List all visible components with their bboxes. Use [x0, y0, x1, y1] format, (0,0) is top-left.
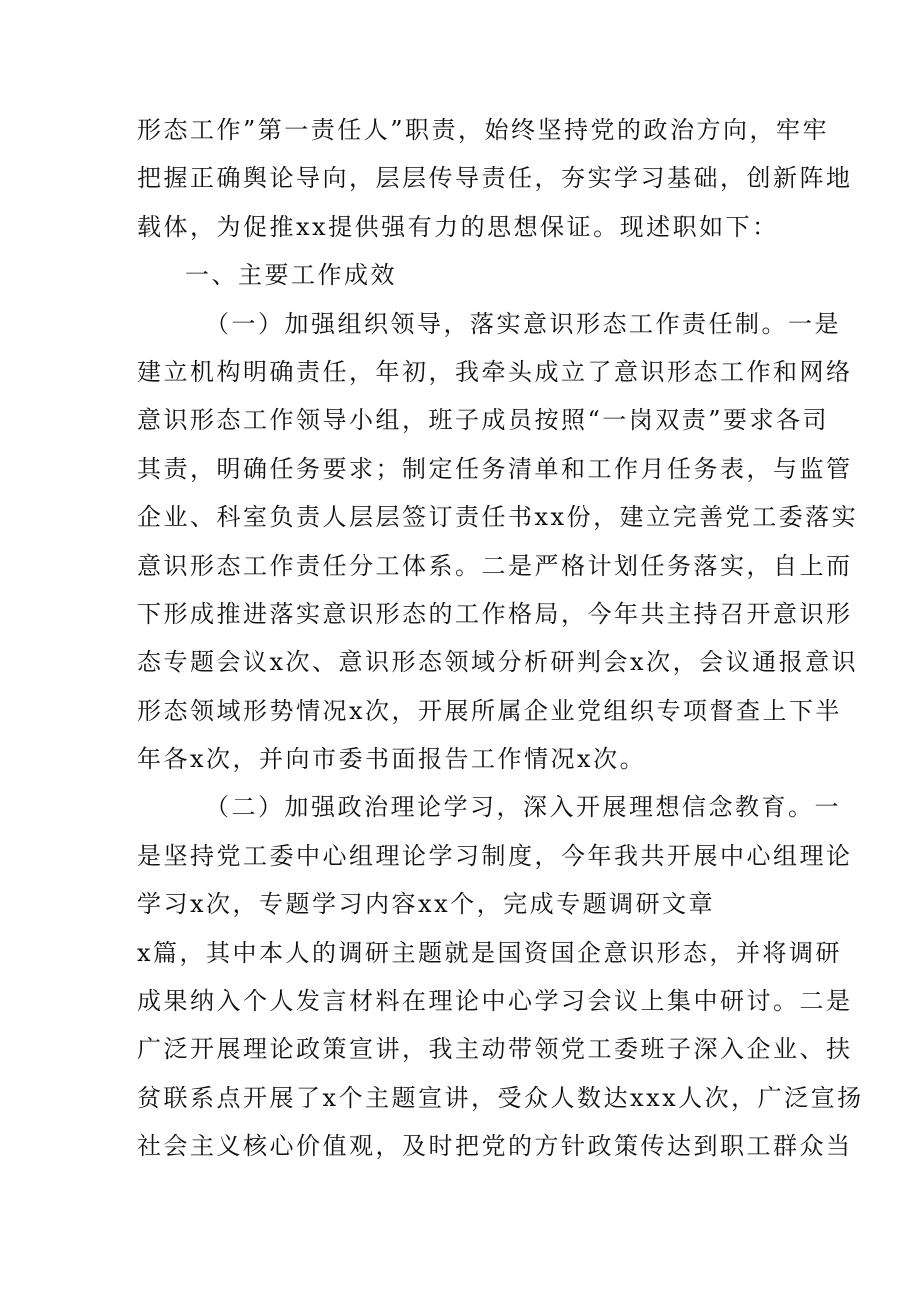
text-line: 企业、科室负责人层层签订责任书xx份，建立完善党工委落实 [137, 503, 859, 532]
subsection-heading: （一）加强组织领导，落实意识形态工作责任制。一是 [205, 309, 841, 338]
text-line: 广泛开展理论政策宣讲，我主动带领党工委班子深入企业、扶 [137, 1035, 853, 1064]
text-line: 建立机构明确责任，年初，我牵头成立了意识形态工作和网络 [137, 357, 853, 386]
text-line: 意识形态工作责任分工体系。二是严格计划任务落实，自上而 [137, 551, 853, 580]
text-line: 载体，为促推xx提供强有力的思想保证。现述职如下： [137, 212, 779, 241]
text-line: 其责，明确任务要求；制定任务清单和工作月任务表，与监管 [137, 454, 853, 483]
text-line: 社会主义核心价值观，及时把党的方针政策传达到职工群众当 [137, 1132, 853, 1161]
text-line: 态专题会议x次、意识形态领域分析研判会x次，会议通报意识 [137, 648, 859, 677]
text-line: 贫联系点开展了x个主题宣讲，受众人数达xxx人次，广泛宣扬 [137, 1083, 864, 1112]
text-line: 把握正确舆论导向，层层传导责任，夯实学习基础，创新阵地 [137, 164, 853, 193]
text-line: 学习x次，专题学习内容xx个，完成专题调研文章 [137, 890, 716, 919]
document-body [137, 106, 864, 1171]
text-line: 年各x次，并向市委书面报告工作情况x次。 [137, 745, 647, 774]
text-line: 形态领域形势情况x次，开展所属企业党组织专项督查上下半 [137, 696, 843, 725]
subsection-heading: （二）加强政治理论学习，深入开展理想信念教育。一 [205, 793, 841, 822]
text-line: x篇，其中本人的调研主题就是国资国企意识形态，并将调研 [137, 938, 843, 967]
text-line: 成果纳入个人发言材料在理论中心学习会议上集中研讨。二是 [137, 987, 853, 1016]
section-heading: 一、主要工作成效 [185, 261, 397, 290]
text-line: 是坚持党工委中心组理论学习制度，今年我共开展中心组理论 [137, 841, 853, 870]
text-line: 下形成推进落实意识形态的工作格局，今年共主持召开意识形 [137, 599, 853, 628]
text-line: 意识形态工作领导小组，班子成员按照“一岗双责”要求各司 [137, 406, 830, 435]
text-line: 形态工作”第一责任人”职责，始终坚持党的政治方向，牢牢 [137, 116, 830, 144]
